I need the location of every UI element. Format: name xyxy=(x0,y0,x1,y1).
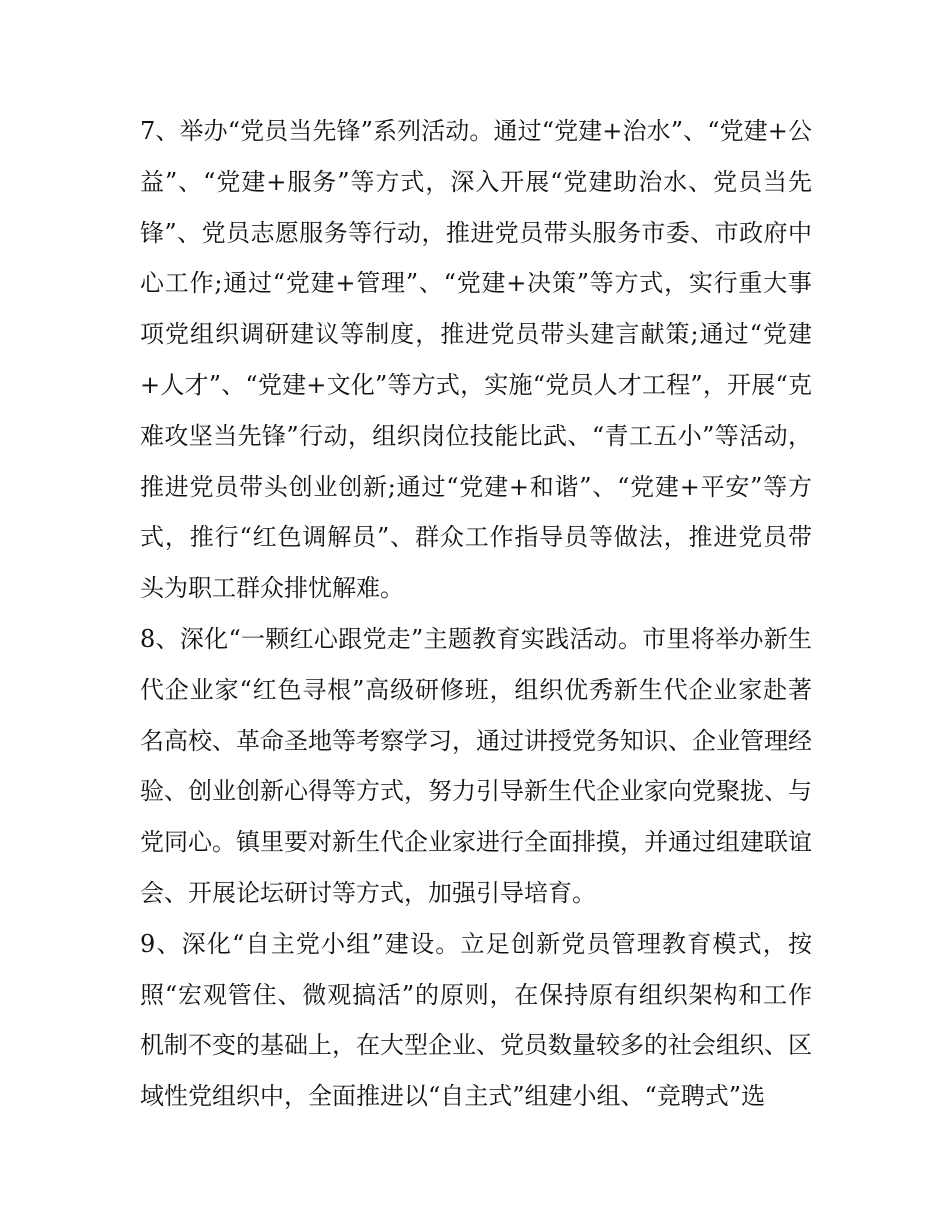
paragraph-item-9: 9、深化“自主党小组”建设。立足创新党员管理教育模式，按照“宏观管住、微观搞活”的原则，在保持原有组织架构和工作机制不变的基础上，在大型企业、党员数量较多的社会组织、区域性党组织中，全面推进以“自主式”组建小组、“竞聘式”选 xyxy=(140,929,812,1111)
paragraph-item-8: 8、深化“一颗红心跟党走”主题教育实践活动。市里将举办新生代企业家“红色寻根”高级研修班，组织优秀新生代企业家赴著名高校、革命圣地等考察学习，通过讲授党务知识、企业管理经验、创业创新心得等方式，努力引导新生代企业家向党聚拢、与党同心。镇里要对新生代企业家进行全面排摸，并通过组建联谊会、开展论坛研讨等方式，加强引导培育。 xyxy=(140,624,812,907)
document-body xyxy=(140,106,812,1122)
paragraph-item-7: 7、举办“党员当先锋”系列活动。通过“党建+治水”、“党建+公益”、“党建+服务”等方式，深入开展“党建助治水、党员当先锋”、党员志愿服务等行动，推进党员带头服务市委、市政府中心工作;通过“党建+管理”、“党建+决策”等方式，实行重大事项党组织调研建议等制度，推进党员带头建言献策;通过“党建+人才”、“党建+文化”等方式，实施“党员人才工程”，开展“克难攻坚当先锋”行动，组织岗位技能比武、“青工五小”等活动，推进党员带头创业创新;通过“党建+和谐”、“党建+平安”等方式，推行“红色调解员”、群众工作指导员等做法，推进党员带头为职工群众排忧解难。 xyxy=(140,117,812,603)
